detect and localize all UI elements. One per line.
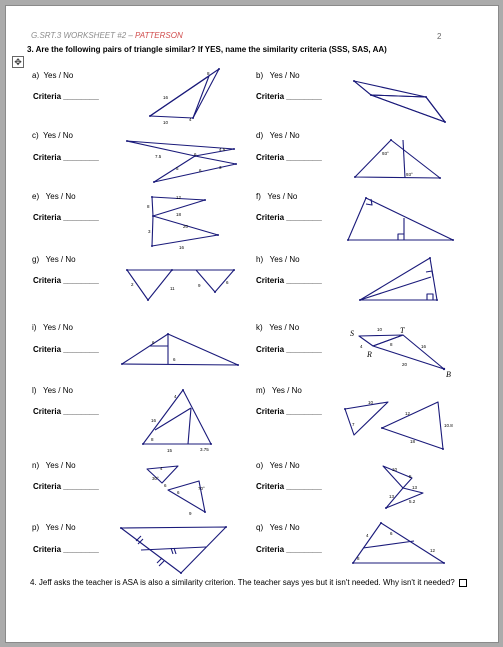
label-l-2: 16 (151, 418, 157, 423)
yes-no-label: Yes / No (271, 386, 302, 395)
question-4 (30, 578, 467, 587)
item-m-criteria[interactable]: Criteria ________ (256, 407, 322, 416)
label-c-1: 7.5 (155, 154, 162, 159)
label-n-6: 9 (189, 511, 192, 516)
figure-e (152, 197, 218, 246)
yes-no-label: Yes / No (269, 461, 300, 470)
label-o-5: 5.2 (409, 499, 416, 504)
item-letter: f) (256, 192, 261, 201)
label-m-1: 10 (368, 400, 374, 405)
label-n-3: 6 (164, 483, 167, 488)
label-m-3: 12 (405, 411, 411, 416)
figure-l (143, 390, 211, 444)
label-q-4: 12 (430, 548, 436, 553)
title-text: G.SRT.3 WORKSHEET #2 – (31, 31, 136, 40)
label-i-2: 6 (173, 357, 176, 362)
item-letter: c) (32, 131, 39, 140)
label-k-R: R (367, 350, 372, 359)
label-q-1: 4 (366, 533, 369, 538)
label-k-8: 20 (402, 362, 408, 367)
item-letter: n) (32, 461, 40, 470)
label-l-4: 15 (167, 448, 173, 453)
yes-no-label: Yes / No (45, 461, 76, 470)
figure-p (121, 527, 226, 573)
item-letter: i) (32, 323, 37, 332)
label-k-T: T (400, 326, 405, 335)
label-m-2: 7 (352, 422, 355, 427)
label-m-4: 10.8 (444, 423, 453, 428)
item-letter: m) (256, 386, 266, 395)
label-n-2: 30° (152, 476, 159, 481)
label-e-1: 12 (176, 195, 182, 200)
label-m-5: 18 (410, 439, 416, 444)
label-a-2: 16 (163, 95, 169, 100)
item-h-criteria[interactable]: Criteria ________ (256, 276, 322, 285)
label-d-2: 93° (406, 172, 413, 177)
item-e-criteria[interactable]: Criteria ________ (33, 213, 99, 222)
label-a-3: 10 (163, 120, 169, 125)
page-number: 2 (437, 32, 442, 41)
yes-no-label: Yes / No (269, 255, 300, 264)
label-q-3: 8 (357, 556, 360, 561)
yes-no-label: Yes / No (269, 131, 300, 140)
yes-no-label: Yes / No (45, 192, 76, 201)
label-c-3: 6 (194, 152, 197, 157)
item-n-criteria[interactable]: Criteria ________ (33, 482, 99, 491)
label-k-6: 16 (421, 344, 427, 349)
figure-m (345, 402, 443, 449)
label-n-1: 4 (160, 466, 163, 471)
label-c-4: 5 (176, 166, 179, 171)
item-c-criteria[interactable]: Criteria ________ (33, 153, 99, 162)
label-g-2: 11 (170, 286, 175, 291)
figure-b (354, 81, 445, 122)
label-a-4: 4 (189, 117, 192, 122)
label-k-2: 10 (377, 327, 383, 332)
label-o-2: 5 (409, 474, 412, 479)
figure-i (122, 334, 238, 365)
move-handle-icon[interactable]: ✥ (12, 56, 24, 68)
label-n-4: 6 (177, 490, 180, 495)
label-e-2: 8 (147, 204, 150, 209)
figure-h (360, 258, 437, 300)
label-d-1: 93° (382, 151, 389, 156)
item-letter: p) (32, 523, 40, 532)
figure-f (348, 198, 453, 240)
label-a-1: 8 (207, 71, 210, 76)
item-letter: b) (256, 71, 264, 80)
label-c-2: 4.5 (219, 147, 226, 152)
item-letter: d) (256, 131, 264, 140)
item-letter: h) (256, 255, 264, 264)
label-c-6: 3 (219, 165, 222, 170)
figure-d (355, 140, 440, 178)
item-f-criteria[interactable]: Criteria ________ (256, 213, 322, 222)
item-a-criteria[interactable]: Criteria ________ (33, 92, 99, 101)
label-g-3: 9 (198, 283, 201, 288)
figure-a (150, 69, 219, 118)
label-o-4: 13 (389, 494, 395, 499)
label-k-5: 8 (390, 342, 393, 347)
item-letter: l) (32, 386, 37, 395)
item-letter: g) (32, 255, 40, 264)
title-name: PATTERSON (135, 31, 183, 40)
item-letter: q) (256, 523, 264, 532)
question-4-text: 4. Jeff asks the teacher is ASA is also a similarity criterion. The teacher says yes but it isn't needed. Why isn't it needed? (30, 578, 455, 587)
label-q-2: 6 (390, 531, 393, 536)
yes-no-label: Yes / No (45, 255, 76, 264)
label-l-3: 8 (151, 437, 154, 442)
item-l-criteria[interactable]: Criteria ________ (33, 407, 99, 416)
item-letter: k) (256, 323, 263, 332)
item-letter: e) (32, 192, 40, 201)
item-p-criteria[interactable]: Criteria ________ (33, 545, 99, 554)
figure-q (353, 523, 444, 563)
label-e-3: 18 (176, 212, 182, 217)
item-o-criteria[interactable]: Criteria ________ (256, 482, 322, 491)
item-b-criteria[interactable]: Criteria ________ (256, 92, 322, 101)
question-3: 3. Are the following pairs of triangle similar? If YES, name the similarity criteria (SSS, SAS, AA) (27, 45, 387, 54)
yes-no-label: Yes / No (267, 192, 298, 201)
yes-no-label: Yes / No (42, 323, 73, 332)
yes-no-label: Yes / No (269, 71, 300, 80)
yes-no-label: Yes / No (43, 71, 74, 80)
label-e-5: 20 (183, 224, 189, 229)
item-k-criteria[interactable]: Criteria ________ (256, 345, 322, 354)
label-k-S: S (350, 329, 354, 338)
label-g-4: 6 (226, 280, 229, 285)
yes-no-label: Yes / No (42, 386, 73, 395)
figure-g (127, 270, 234, 300)
label-n-5: 70° (198, 486, 205, 491)
label-k-4: 4 (360, 344, 363, 349)
yes-no-label: Yes / No (269, 523, 300, 532)
item-letter: a) (32, 71, 40, 80)
item-g-criteria[interactable]: Criteria ________ (33, 276, 99, 285)
item-i-criteria[interactable]: Criteria ________ (33, 345, 99, 354)
label-o-1: 10 (392, 467, 398, 472)
label-c-5: 6 (199, 168, 202, 173)
label-e-6: 16 (179, 245, 185, 250)
figure-n (147, 466, 205, 512)
label-o-3: 13 (412, 485, 418, 490)
label-i-1: 6 (152, 340, 155, 345)
item-d-criteria[interactable]: Criteria ________ (256, 153, 322, 162)
label-g-1: 2 (131, 282, 134, 287)
item-letter: o) (256, 461, 264, 470)
item-q-criteria[interactable]: Criteria ________ (256, 545, 322, 554)
yes-no-label: Yes / No (45, 523, 76, 532)
label-l-1: 4 (174, 394, 177, 399)
label-e-4: 3 (148, 229, 151, 234)
checkbox-icon[interactable] (459, 579, 467, 587)
label-k-B: B (446, 370, 451, 379)
yes-no-label: Yes / No (269, 323, 300, 332)
yes-no-label: Yes / No (42, 131, 73, 140)
label-l-5: 3.75 (200, 447, 209, 452)
